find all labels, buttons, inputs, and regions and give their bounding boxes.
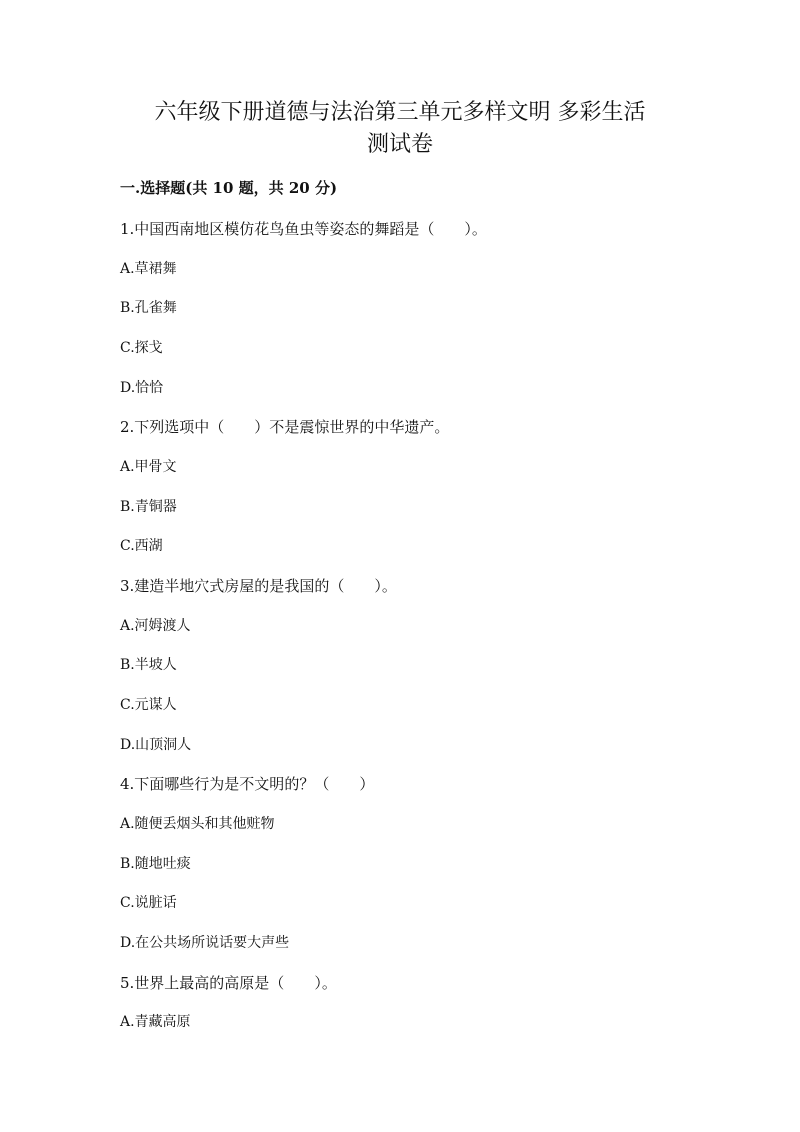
- question-5-option-a: A.青藏高原: [120, 1014, 191, 1030]
- question-5-stem: 5.世界上最高的高原是（ ）。: [120, 974, 337, 992]
- question-4-option-a: A.随便丢烟头和其他赃物: [120, 816, 275, 832]
- section-heading: 一.选择题(共 10 题，共 20 分): [120, 179, 338, 197]
- question-4-option-d: D.在公共场所说话要大声些: [120, 935, 290, 951]
- question-2-stem: 2.下列选项中（ ）不是震惊世界的中华遗产。: [120, 418, 450, 436]
- question-3-option-b: B.半坡人: [120, 657, 177, 673]
- question-1-option-d: D.恰恰: [120, 380, 164, 396]
- question-2-option-c: C.西湖: [120, 538, 163, 554]
- question-1-option-a: A.草裙舞: [120, 261, 177, 277]
- question-3-option-d: D.山顶洞人: [120, 737, 192, 753]
- question-1-stem: 1.中国西南地区模仿花鸟鱼虫等姿态的舞蹈是（ ）。: [120, 220, 487, 238]
- question-4-option-c: C.说脏话: [120, 895, 177, 911]
- question-1-option-c: C.探戈: [120, 340, 163, 356]
- question-3-option-c: C.元谋人: [120, 697, 177, 713]
- question-3-stem: 3.建造半地穴式房屋的是我国的（ ）。: [120, 577, 397, 595]
- exam-title-line-2: 测试卷: [366, 132, 433, 157]
- exam-title-line-1: 六年级下册道德与法治第三单元多样文明 多彩生活: [154, 100, 646, 125]
- question-2-option-a: A.甲骨文: [120, 459, 177, 475]
- question-3-option-a: A.河姆渡人: [120, 618, 191, 634]
- question-4-option-b: B.随地吐痰: [120, 856, 191, 872]
- question-4-stem: 4.下面哪些行为是不文明的？（ ）: [120, 775, 375, 793]
- question-1-option-b: B.孔雀舞: [120, 300, 177, 316]
- question-2-option-b: B.青铜器: [120, 499, 177, 515]
